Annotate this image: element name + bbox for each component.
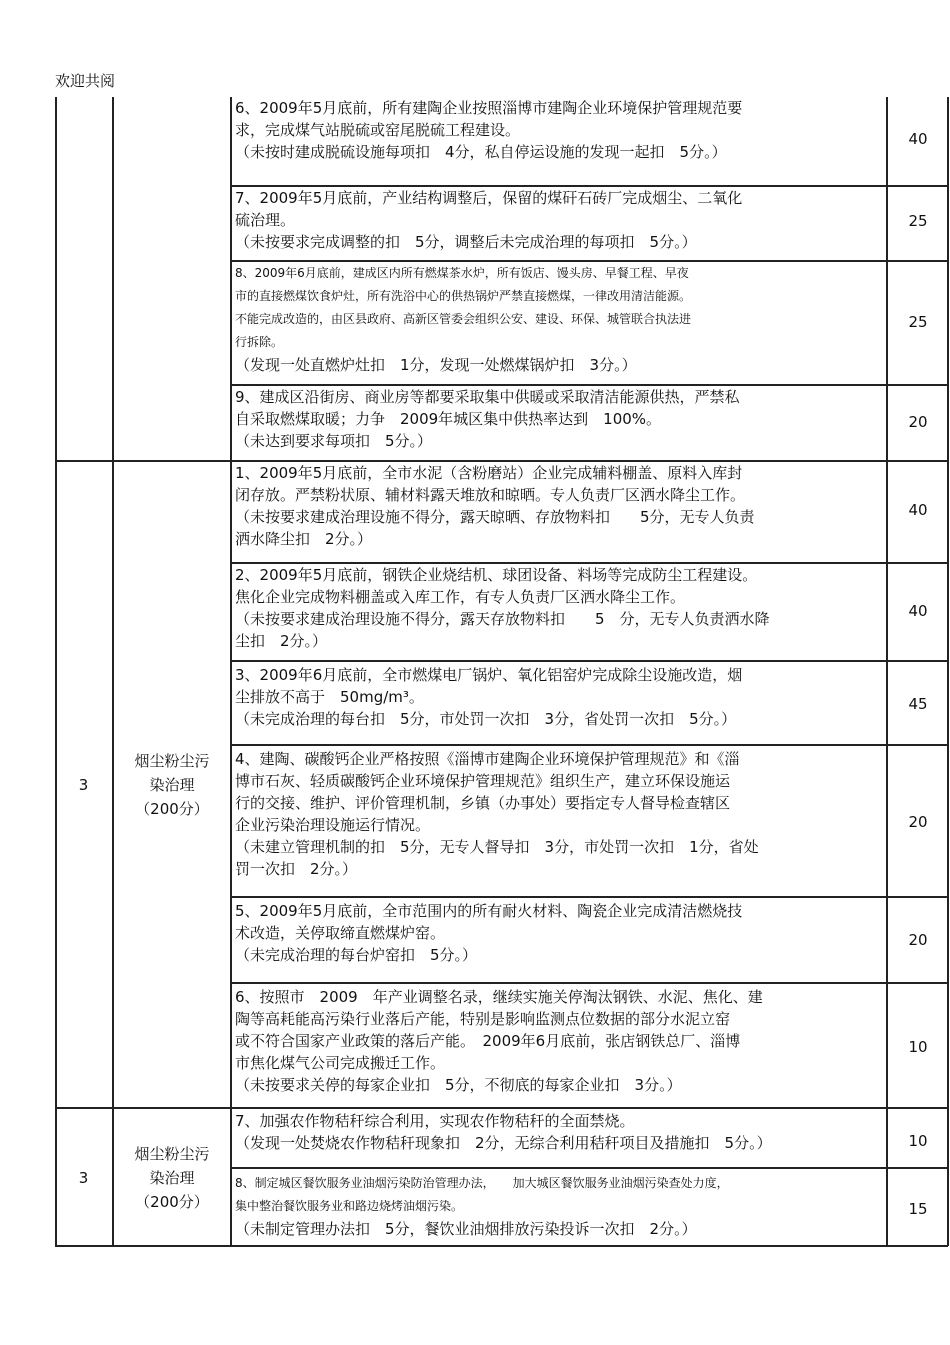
- category-label: 烟尘粉尘污 染治理 （200分）: [134, 1145, 210, 1211]
- score-value: 10: [908, 1132, 928, 1150]
- criterion-text: 6、按照市 2009 年产业调整名录，继续实施关停淘汰钢铁、水泥、焦化、建 陶等高耗能高污染行业落后产能，特别是影响监测点位数据的部分水泥立窑 或不符合国家产业政策的落后产能。 2009年6月底前，张店钢铁总厂、淄博 市焦化煤气公司完成搬迁工作。 （未按要求关停的每家企业扣 5分，不彻底的每家企业扣 3分。）: [235, 988, 763, 1094]
- score-value: 25: [908, 313, 928, 331]
- table-border-left: [55, 97, 57, 1246]
- criterion-text: 8、2009年6月底前，建成区内所有燃煤茶水炉，所有饭店、馒头房、早餐工程、早夜 市的直接燃煤饮食炉灶，所有洗浴中心的供热锅炉严禁直接燃煤，一律改用清洁能源。 不能完成改造的，由区县政府、高新区管委会组织公安、建设、环保、城管联合执法进 行拆除。 （发现一处直燃炉灶扣 1分，发现一处燃煤锅炉扣 3分。）: [235, 266, 692, 374]
- row-divider: [230, 896, 948, 898]
- row-divider: [230, 982, 948, 984]
- score-value: 10: [908, 1038, 928, 1056]
- criterion-text: 3、2009年6月底前，全市燃煤电厂锅炉、氧化铝窑炉完成除尘设施改造，烟 尘排放不高于 50mg/m³。 （未完成治理的每台扣 5分，市处罚一次扣 3分，省处罚一次扣 5分。）: [235, 666, 743, 728]
- criterion-text: 5、2009年5月底前，全市范围内的所有耐火材料、陶瓷企业完成清洁燃烧技 术改造，关停取缔直燃煤炉窑。 （未完成治理的每台炉窑扣 5分。）: [235, 902, 743, 964]
- score-value: 40: [908, 130, 928, 148]
- score-value: 15: [908, 1200, 928, 1218]
- score-value: 25: [908, 212, 928, 230]
- criterion-text: 8、制定城区餐饮服务业油烟污染防治管理办法， 加大城区餐饮服务业油烟污染查处力度， 集中整治餐饮服务业和路边烧烤油烟污染。 （未制定管理办法扣 5分，餐饮业油烟排放污染投诉一次扣 2分。）: [235, 1176, 729, 1238]
- table-divider-num: [112, 97, 114, 1246]
- page-header: 欢迎共阅: [55, 72, 116, 90]
- item-number: 3: [78, 776, 89, 794]
- row-divider: [230, 1167, 948, 1169]
- criterion-text: 6、2009年5月底前，所有建陶企业按照淄博市建陶企业环境保护管理规范要 求，完成煤气站脱硫或窑尾脱硫工程建设。 （未按时建成脱硫设施每项扣 4分，私自停运设施的发现一起扣 5分。）: [235, 99, 743, 161]
- criterion-text: 9、建成区沿街房、商业房等都要采取集中供暖或采取清洁能源供热，严禁私 自采取燃煤取暖；力争 2009年城区集中供热率达到 100%。 （未达到要求每项扣 5分。）: [235, 388, 740, 450]
- table-divider-score: [886, 97, 888, 1246]
- table-border-right: [947, 97, 949, 1246]
- criterion-text: 7、2009年5月底前，产业结构调整后，保留的煤矸石砖厂完成烟尘、二氧化 硫治理。 （未按要求完成调整的扣 5分，调整后未完成治理的每项扣 5分。）: [235, 189, 743, 251]
- row-divider: [230, 660, 948, 662]
- group-divider: [55, 1107, 948, 1109]
- score-value: 20: [908, 931, 928, 949]
- criterion-text: 1、2009年5月底前，全市水泥（含粉磨站）企业完成辅料棚盖、原料入库封 闭存放。严禁粉状原、辅材料露天堆放和晾晒。专人负责厂区洒水降尘工作。 （未按要求建成治理设施不得分，露天晾晒、存放物料扣 5分，无专人负责 洒水降尘扣 2分。）: [235, 464, 755, 548]
- score-value: 45: [908, 695, 928, 713]
- item-number: 3: [78, 1169, 89, 1187]
- criterion-text: 7、加强农作物秸秆综合利用，实现农作物秸秆的全面禁烧。 （发现一处焚烧农作物秸秆现象扣 2分，无综合利用秸秆项目及措施扣 5分。）: [235, 1112, 772, 1152]
- score-value: 40: [908, 501, 928, 519]
- score-value: 20: [908, 813, 928, 831]
- table-border-bottom: [55, 1245, 948, 1247]
- criterion-text: 2、2009年5月底前，钢铁企业烧结机、球团设备、料场等完成防尘工程建设。 焦化企业完成物料棚盖或入库工作，有专人负责厂区洒水降尘工作。 （未按要求建成治理设施不得分，露天存放物料扣 5 分，无专人负责洒水降 尘扣 2分。）: [235, 566, 770, 650]
- criterion-text: 4、建陶、碳酸钙企业严格按照《淄博市建陶企业环境保护管理规范》和《淄 博市石灰、轻质碳酸钙企业环境保护管理规范》组织生产，建立环保设施运 行的交接、维护、评价管理机制，乡镇（办事处）要指定专人督导检查辖区 企业污染治理设施运行情况。 （未建立管理机制的扣 5分，无专人督导扣 3分，市处罚一次扣 1分，省处 罚一次扣 2分。）: [235, 750, 759, 878]
- score-value: 20: [908, 413, 928, 431]
- row-divider: [230, 744, 948, 746]
- table-divider-category: [230, 97, 232, 1246]
- category-label: 烟尘粉尘污 染治理 （200分）: [134, 752, 210, 818]
- score-value: 40: [908, 602, 928, 620]
